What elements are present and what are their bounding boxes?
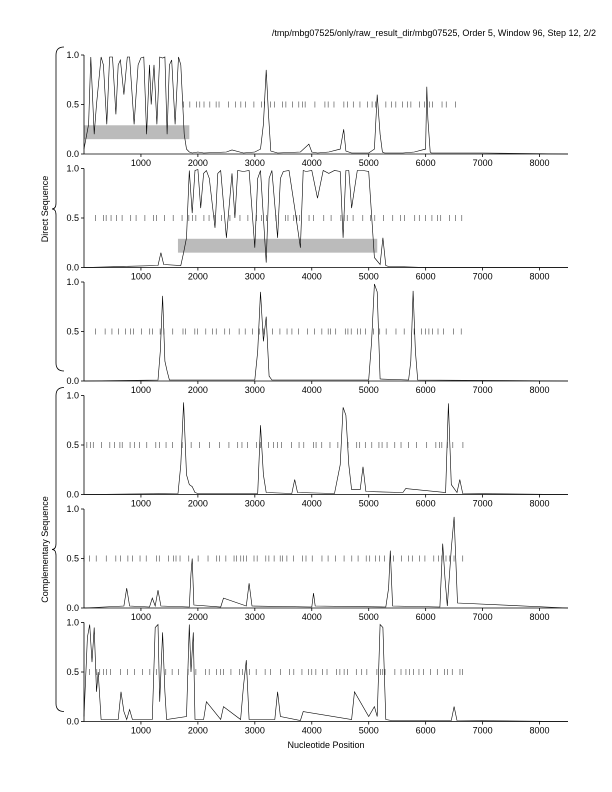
panel-2 [66, 164, 568, 282]
x-tick-label: 8000 [529, 385, 550, 395]
y-tick-label: 0.0 [66, 376, 79, 386]
series-line [84, 57, 568, 154]
x-tick-label: 2000 [187, 725, 208, 736]
y-tick-label: 1.0 [66, 504, 79, 514]
y-tick-label: 1.0 [66, 50, 79, 60]
y-tick-label: 1.0 [66, 277, 79, 287]
x-tick-label: 1000 [130, 158, 151, 168]
x-tick-label: 6000 [415, 498, 436, 509]
x-tick-label: 5000 [358, 498, 379, 509]
x-tick-label: 7000 [472, 271, 493, 282]
x-tick-label: 5000 [358, 725, 379, 736]
panel-4 [66, 391, 568, 509]
panel-1 [66, 50, 568, 168]
x-tick-label: 1000 [130, 612, 151, 622]
x-tick-label: 5000 [358, 385, 379, 395]
x-tick-label: 4000 [301, 498, 322, 509]
x-tick-label: 3000 [244, 385, 265, 395]
x-tick-label: 7000 [472, 158, 493, 168]
highlight-box [178, 239, 377, 253]
x-tick-label: 2000 [187, 612, 208, 622]
x-tick-label: 3000 [244, 271, 265, 282]
x-tick-label: 2000 [187, 271, 208, 282]
y-tick-label: 0.0 [66, 716, 79, 727]
x-tick-label: 1000 [130, 725, 151, 736]
x-tick-label: 4000 [301, 612, 322, 622]
y-tick-label: 0.5 [66, 326, 79, 337]
x-tick-label: 8000 [529, 498, 550, 509]
y-tick-label: 1.0 [66, 163, 79, 174]
x-tick-label: 8000 [529, 612, 550, 622]
highlight-box [84, 125, 189, 139]
x-tick-label: 4000 [301, 725, 322, 736]
x-tick-label: 1000 [130, 498, 151, 509]
x-tick-label: 2000 [187, 158, 208, 168]
x-tick-label: 3000 [244, 498, 265, 509]
x-tick-label: 4000 [301, 385, 322, 395]
x-tick-label: 3000 [244, 612, 265, 622]
x-tick-label: 5000 [358, 158, 379, 168]
x-tick-label: 7000 [472, 498, 493, 509]
series-line [84, 402, 568, 494]
y-tick-label: 1.0 [66, 617, 79, 628]
y-tick-label: 0.0 [66, 489, 79, 500]
group-bracket [52, 388, 64, 712]
x-tick-label: 5000 [358, 612, 379, 622]
y-tick-label: 0.5 [66, 667, 79, 677]
y-tick-label: 0.5 [66, 440, 79, 450]
x-tick-label: 1000 [130, 385, 151, 395]
group-bracket [52, 47, 64, 371]
panel-5 [66, 504, 568, 622]
panel-3 [66, 277, 568, 395]
panel-6 [66, 618, 568, 736]
x-axis-label: Nucleotide Position [287, 740, 365, 750]
x-tick-label: 6000 [415, 612, 436, 622]
group-brackets [40, 47, 64, 712]
x-tick-label: 8000 [529, 725, 550, 736]
x-tick-label: 2000 [187, 498, 208, 509]
panels [66, 50, 568, 736]
y-tick-label: 0.5 [66, 213, 79, 223]
x-tick-label: 4000 [301, 158, 322, 168]
y-tick-label: 0.5 [66, 99, 79, 110]
series-line [84, 517, 568, 608]
y-tick-label: 1.0 [66, 390, 79, 401]
x-tick-label: 1000 [130, 271, 151, 282]
y-tick-label: 0.0 [66, 149, 79, 159]
x-tick-label: 6000 [415, 725, 436, 736]
series-line [84, 284, 568, 381]
y-tick-label: 0.5 [66, 553, 79, 564]
group-label: Direct Sequence [40, 175, 50, 243]
figure-header: /tmp/mbg07525/only/raw_result_dir/mbg07525, Order 5, Window 96, Step 12, 2/2 [271, 28, 596, 38]
x-tick-label: 4000 [301, 271, 322, 282]
y-tick-label: 0.0 [66, 603, 79, 613]
x-tick-label: 7000 [472, 385, 493, 395]
x-tick-label: 3000 [244, 158, 265, 168]
x-tick-label: 3000 [244, 725, 265, 736]
group-label: Complementary Sequence [40, 496, 50, 603]
x-tick-label: 7000 [472, 612, 493, 622]
y-tick-label: 0.0 [66, 262, 79, 273]
x-tick-label: 6000 [415, 385, 436, 395]
x-tick-label: 5000 [358, 271, 379, 282]
x-tick-label: 8000 [529, 271, 550, 282]
x-tick-label: 6000 [415, 271, 436, 282]
x-tick-label: 6000 [415, 158, 436, 168]
x-tick-label: 8000 [529, 158, 550, 168]
x-tick-label: 2000 [187, 385, 208, 395]
x-tick-label: 7000 [472, 725, 493, 736]
